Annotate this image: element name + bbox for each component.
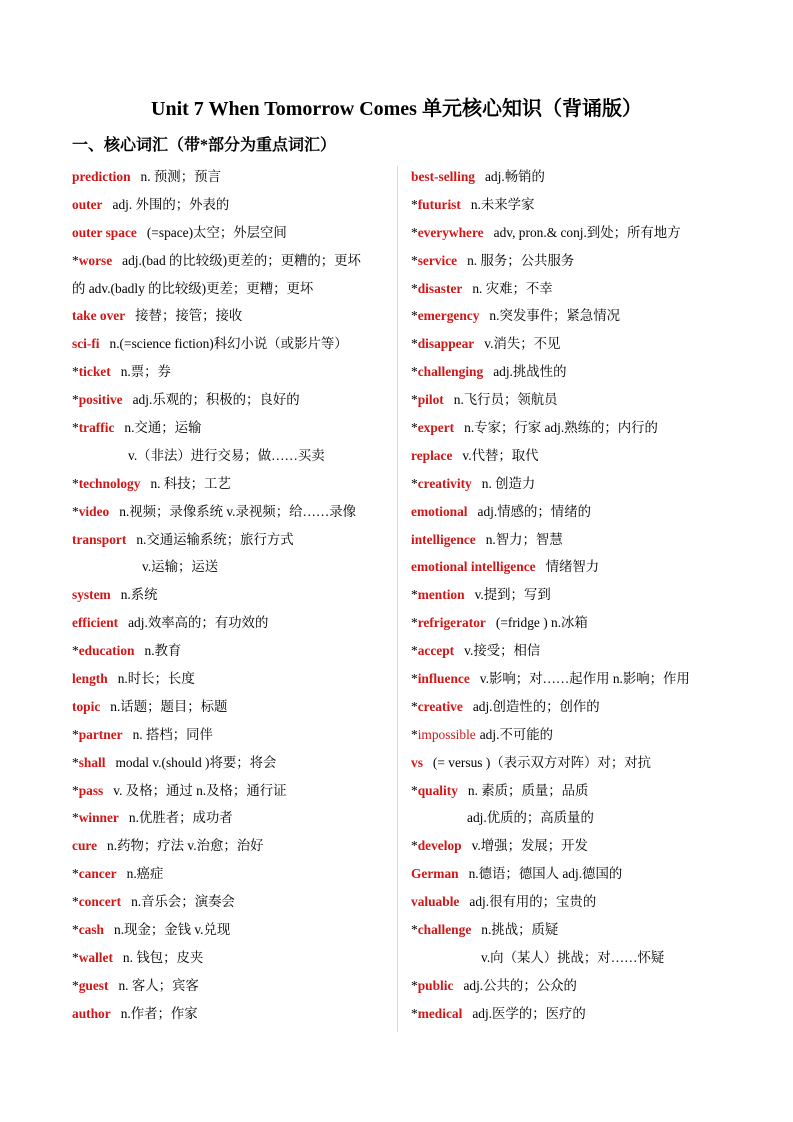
- vocab-word: prediction: [72, 169, 131, 184]
- vocab-word: topic: [72, 698, 101, 714]
- vocab-word: take over: [72, 308, 126, 324]
- vocab-definition: n.系统: [120, 587, 158, 603]
- vocab-definition: adj.乐观的；积极的；良好的: [132, 392, 300, 408]
- key-marker: *: [72, 866, 79, 882]
- vocab-word: winner: [78, 810, 119, 826]
- vocab-word: develop: [417, 838, 462, 854]
- key-marker: *: [72, 726, 79, 742]
- vocab-entry: [411, 221, 721, 249]
- vocab-definition: n. 素质；质量；品质: [467, 782, 589, 798]
- key-marker: *: [411, 587, 418, 603]
- vocab-definition: v.提到；写到: [474, 587, 551, 603]
- vocab-entry: [411, 667, 721, 695]
- vocab-definition: v. 及格；通过 n.及格；通行证: [113, 782, 287, 798]
- vocab-entry: [411, 360, 721, 388]
- key-marker: *: [72, 364, 79, 380]
- vocab-entry: [72, 751, 392, 779]
- vocab-word: creativity: [417, 475, 472, 491]
- vocab-entry: [411, 806, 721, 834]
- vocab-word: best-selling: [411, 169, 475, 184]
- vocab-definition: adj.效率高的；有功效的: [128, 615, 269, 631]
- vocab-word: concert: [78, 894, 122, 910]
- key-marker: *: [411, 420, 418, 436]
- key-marker: *: [411, 726, 418, 742]
- vocab-entry: [72, 221, 392, 249]
- vocab-word: emergency: [417, 308, 480, 324]
- vocab-word: emotional intelligence: [411, 559, 536, 575]
- vocab-word: intelligence: [411, 531, 476, 547]
- vocab-entry: [411, 723, 721, 751]
- vocab-word: public: [417, 977, 454, 993]
- key-marker: *: [411, 252, 418, 268]
- key-marker: *: [411, 336, 418, 352]
- vocab-word: quality: [417, 782, 458, 798]
- vocab-entry: [411, 890, 721, 918]
- vocab-word: partner: [78, 726, 123, 742]
- vocab-definition: v.接受；相信: [464, 643, 541, 659]
- vocab-word: sci-fi: [72, 336, 100, 352]
- vocab-definition: n.智力；智慧: [485, 531, 563, 547]
- vocab-definition: v.影响；对……起作用 n.影响；作用: [479, 671, 690, 687]
- key-marker: *: [72, 643, 79, 659]
- vocab-word: guest: [78, 977, 109, 993]
- vocab-word: influence: [417, 671, 470, 687]
- vocab-entry: [411, 695, 721, 723]
- vocab-entry: [72, 360, 392, 388]
- vocab-definition: n. 科技；工艺: [150, 475, 231, 491]
- vocab-entry: [72, 249, 392, 277]
- vocab-definition: n. 客人；宾客: [118, 977, 199, 993]
- vocab-entry: [72, 277, 392, 305]
- vocab-definition: v.增强；发展；开发: [471, 838, 588, 854]
- vocab-entry: [411, 416, 721, 444]
- vocab-word: traffic: [78, 420, 115, 436]
- vocab-word: futurist: [417, 196, 461, 212]
- vocab-definition: n. 创造力: [481, 475, 536, 491]
- vocab-definition: n.未来学家: [470, 196, 535, 212]
- vocab-word: challenging: [417, 364, 484, 380]
- vocab-entry: [411, 862, 721, 890]
- vocab-word: disappear: [417, 336, 475, 352]
- vocab-definition: adj.医学的；医疗的: [472, 1005, 586, 1021]
- vocab-definition: 接替；接管；接收: [135, 308, 243, 324]
- vocab-entry: [72, 332, 392, 360]
- vocab-entry: [411, 277, 721, 305]
- vocab-entry: [411, 974, 721, 1002]
- key-marker: *: [72, 392, 79, 408]
- vocab-entry: [72, 1002, 392, 1030]
- vocab-definition: n.挑战；质疑: [481, 922, 559, 938]
- vocab-entry: [411, 193, 721, 221]
- vocab-entry: [411, 779, 721, 807]
- vocab-entry: [72, 806, 392, 834]
- key-marker: *: [72, 420, 79, 436]
- vocab-definition: n.交通运输系统；旅行方式: [136, 531, 294, 547]
- vocab-definition: adv, pron.& conj.到处；所有地方: [493, 224, 681, 240]
- vocab-definition: adj.不可能的: [479, 726, 554, 742]
- vocab-entry: [411, 388, 721, 416]
- vocab-entry: [72, 304, 392, 332]
- vocab-definition: n.话题；题目；标题: [110, 698, 228, 714]
- vocab-word: vs: [411, 754, 423, 770]
- vocab-definition: adj.情感的；情绪的: [477, 503, 591, 519]
- key-marker: *: [411, 643, 418, 659]
- vocab-word: everywhere: [417, 224, 484, 240]
- key-marker: *: [411, 475, 418, 491]
- vocab-column-right: [411, 165, 721, 1030]
- vocab-definition: modal v.(should )将要；将会: [115, 754, 277, 770]
- key-marker: *: [411, 392, 418, 408]
- vocab-entry: [411, 834, 721, 862]
- vocab-word: education: [78, 643, 135, 659]
- vocab-definition: adj.(bad 的比较级)更差的；更糟的；更坏: [122, 252, 361, 268]
- vocab-definition: n. 钱包；皮夹: [122, 949, 204, 965]
- vocab-word: mention: [417, 587, 465, 603]
- vocab-entry: [411, 555, 721, 583]
- vocab-entry: [72, 500, 392, 528]
- vocab-word: service: [417, 252, 458, 268]
- vocab-word: challenge: [417, 922, 472, 938]
- key-marker: *: [411, 615, 418, 631]
- vocab-definition: n. 预测；预言: [140, 169, 221, 184]
- vocab-word: pass: [78, 782, 104, 798]
- vocab-entry: [72, 834, 392, 862]
- vocab-entry: [411, 918, 721, 946]
- vocab-word: worse: [78, 252, 113, 268]
- vocab-word: positive: [78, 392, 123, 408]
- vocab-entry: [72, 416, 392, 444]
- vocab-entry: [411, 332, 721, 360]
- vocab-entry: [72, 918, 392, 946]
- vocab-definition: n.教育: [144, 643, 182, 659]
- vocab-definition: adj.很有用的；宝贵的: [469, 894, 597, 910]
- vocab-word: shall: [78, 754, 106, 770]
- key-marker: *: [72, 977, 79, 993]
- vocab-entry: [411, 165, 721, 193]
- vocab-entry: [72, 779, 392, 807]
- vocab-entry: [72, 193, 392, 221]
- vocab-definition: n.作者；作家: [120, 1005, 198, 1021]
- vocab-word: replace: [411, 447, 453, 463]
- vocab-word: video: [78, 503, 110, 519]
- key-marker: *: [72, 810, 79, 826]
- vocab-entry: [411, 639, 721, 667]
- vocab-definition: adj. 外围的；外表的: [112, 196, 230, 212]
- vocab-definition: n.德语；德国人 adj.德国的: [468, 866, 623, 882]
- key-marker: *: [72, 949, 79, 965]
- vocab-entry: [72, 667, 392, 695]
- key-marker: *: [411, 196, 418, 212]
- vocab-definition: n.专家；行家 adj.熟练的；内行的: [464, 420, 658, 436]
- vocab-definition: v.（非法）进行交易；做……买卖: [128, 447, 325, 463]
- vocab-word: refrigerator: [417, 615, 486, 631]
- vocab-word: ticket: [78, 364, 111, 380]
- key-marker: *: [411, 1005, 418, 1021]
- vocab-entry: [411, 583, 721, 611]
- vocab-definition: adj.公共的；公众的: [463, 977, 577, 993]
- vocab-entry: [72, 695, 392, 723]
- key-marker: *: [411, 838, 418, 854]
- vocab-word: outer: [72, 196, 103, 212]
- vocab-word: efficient: [72, 615, 119, 631]
- vocab-entry: [72, 388, 392, 416]
- key-marker: *: [72, 503, 79, 519]
- vocab-entry: [411, 304, 721, 332]
- vocab-definition: adj.畅销的: [484, 169, 545, 184]
- vocab-entry: [72, 472, 392, 500]
- vocab-entry: [72, 611, 392, 639]
- vocab-entry: [72, 946, 392, 974]
- vocab-definition: n.飞行员；领航员: [453, 392, 558, 408]
- vocab-word: author: [72, 1005, 111, 1021]
- vocab-definition: adj.创造性的；创作的: [472, 698, 600, 714]
- vocab-entry: [72, 528, 392, 556]
- vocab-definition: n.时长；长度: [117, 671, 195, 687]
- vocab-definition: n. 服务；公共服务: [467, 252, 575, 268]
- vocab-word: wallet: [78, 949, 113, 965]
- vocab-definition: n.优胜者；成功者: [128, 810, 233, 826]
- vocab-entry: [411, 946, 721, 974]
- key-marker: *: [72, 754, 79, 770]
- vocab-word: medical: [417, 1005, 463, 1021]
- vocab-word: creative: [417, 698, 463, 714]
- vocab-word: cash: [78, 922, 105, 938]
- vocab-definition: n.癌症: [126, 866, 164, 882]
- vocab-definition: (=space)太空；外层空间: [146, 224, 287, 240]
- vocab-entry: [411, 444, 721, 472]
- vocab-word: cancer: [78, 866, 117, 882]
- vocab-definition: v.消失；不见: [484, 336, 561, 352]
- vocab-definition: adj.挑战性的: [493, 364, 567, 380]
- vocab-definition: 的 adv.(badly 的比较级)更差；更糟；更坏: [72, 280, 314, 296]
- vocab-word: emotional: [411, 503, 468, 519]
- vocab-word: outer space: [72, 224, 137, 240]
- vocab-definition: n.票；券: [120, 364, 171, 380]
- section-heading: 一、核心词汇（带*部分为重点词汇）: [72, 137, 337, 154]
- vocab-entry: [72, 862, 392, 890]
- column-divider: [397, 166, 398, 1032]
- vocab-entry: [72, 555, 392, 583]
- vocab-definition: v.运输；运送: [142, 559, 219, 575]
- vocab-column-left: [72, 165, 392, 1030]
- vocab-word: transport: [72, 531, 127, 547]
- key-marker: *: [411, 922, 418, 938]
- vocab-definition: adj.优质的；高质量的: [467, 810, 594, 826]
- key-marker: *: [72, 475, 79, 491]
- vocab-definition: n.交通；运输: [124, 420, 202, 436]
- vocab-definition: v.向（某人）挑战；对……怀疑: [481, 949, 665, 965]
- vocab-entry: [411, 500, 721, 528]
- key-marker: *: [72, 894, 79, 910]
- vocab-definition: n.药物；疗法 v.治愈；治好: [107, 838, 264, 854]
- key-marker: *: [411, 671, 418, 687]
- key-marker: *: [72, 252, 79, 268]
- vocab-definition: n.现金；金钱 v.兑现: [114, 922, 231, 938]
- vocab-definition: n. 灾难；不幸: [472, 280, 553, 296]
- vocab-definition: n.音乐会；演奏会: [131, 894, 235, 910]
- vocab-word: cure: [72, 838, 98, 854]
- vocab-entry: [72, 723, 392, 751]
- vocab-definition: (= versus )（表示双方对阵）对；对抗: [432, 754, 651, 770]
- key-marker: *: [411, 364, 418, 380]
- vocab-entry: [411, 1002, 721, 1030]
- vocab-definition: n.(=science fiction)科幻小说（或影片等）: [109, 336, 348, 352]
- vocab-definition: v.代替；取代: [462, 447, 539, 463]
- vocab-definition: 情绪智力: [545, 559, 600, 575]
- vocab-word: pilot: [417, 392, 444, 408]
- vocab-entry: [72, 974, 392, 1002]
- vocab-word: expert: [417, 420, 455, 436]
- vocab-entry: [72, 444, 392, 472]
- vocab-entry: [411, 751, 721, 779]
- key-marker: *: [411, 698, 418, 714]
- vocab-entry: [411, 249, 721, 277]
- vocab-entry: [72, 890, 392, 918]
- vocab-word: system: [72, 587, 111, 603]
- key-marker: *: [411, 280, 418, 296]
- vocab-word: valuable: [411, 894, 460, 910]
- key-marker: *: [411, 308, 418, 324]
- key-marker: *: [411, 977, 418, 993]
- key-marker: *: [72, 782, 79, 798]
- page-title: Unit 7 When Tomorrow Comes 单元核心知识（背诵版）: [151, 98, 642, 120]
- vocab-entry: [411, 472, 721, 500]
- vocab-word: accept: [417, 643, 455, 659]
- vocab-definition: (=fridge ) n.冰箱: [495, 615, 588, 631]
- vocab-word: impossible: [417, 726, 476, 742]
- vocab-entry: [72, 583, 392, 611]
- vocab-word: technology: [78, 475, 141, 491]
- key-marker: *: [72, 922, 79, 938]
- vocab-word: German: [411, 866, 459, 882]
- key-marker: *: [411, 224, 418, 240]
- vocab-word: disaster: [417, 280, 463, 296]
- vocab-entry: [72, 639, 392, 667]
- vocab-entry: [411, 528, 721, 556]
- vocab-definition: n.视频；录像系统 v.录视频；给……录像: [119, 503, 357, 519]
- vocab-definition: n. 搭档；同伴: [132, 726, 213, 742]
- key-marker: *: [411, 782, 418, 798]
- vocab-entry: [411, 611, 721, 639]
- vocab-entry: [72, 165, 392, 193]
- vocab-definition: n.突发事件；紧急情况: [489, 308, 620, 324]
- vocab-word: length: [72, 671, 108, 687]
